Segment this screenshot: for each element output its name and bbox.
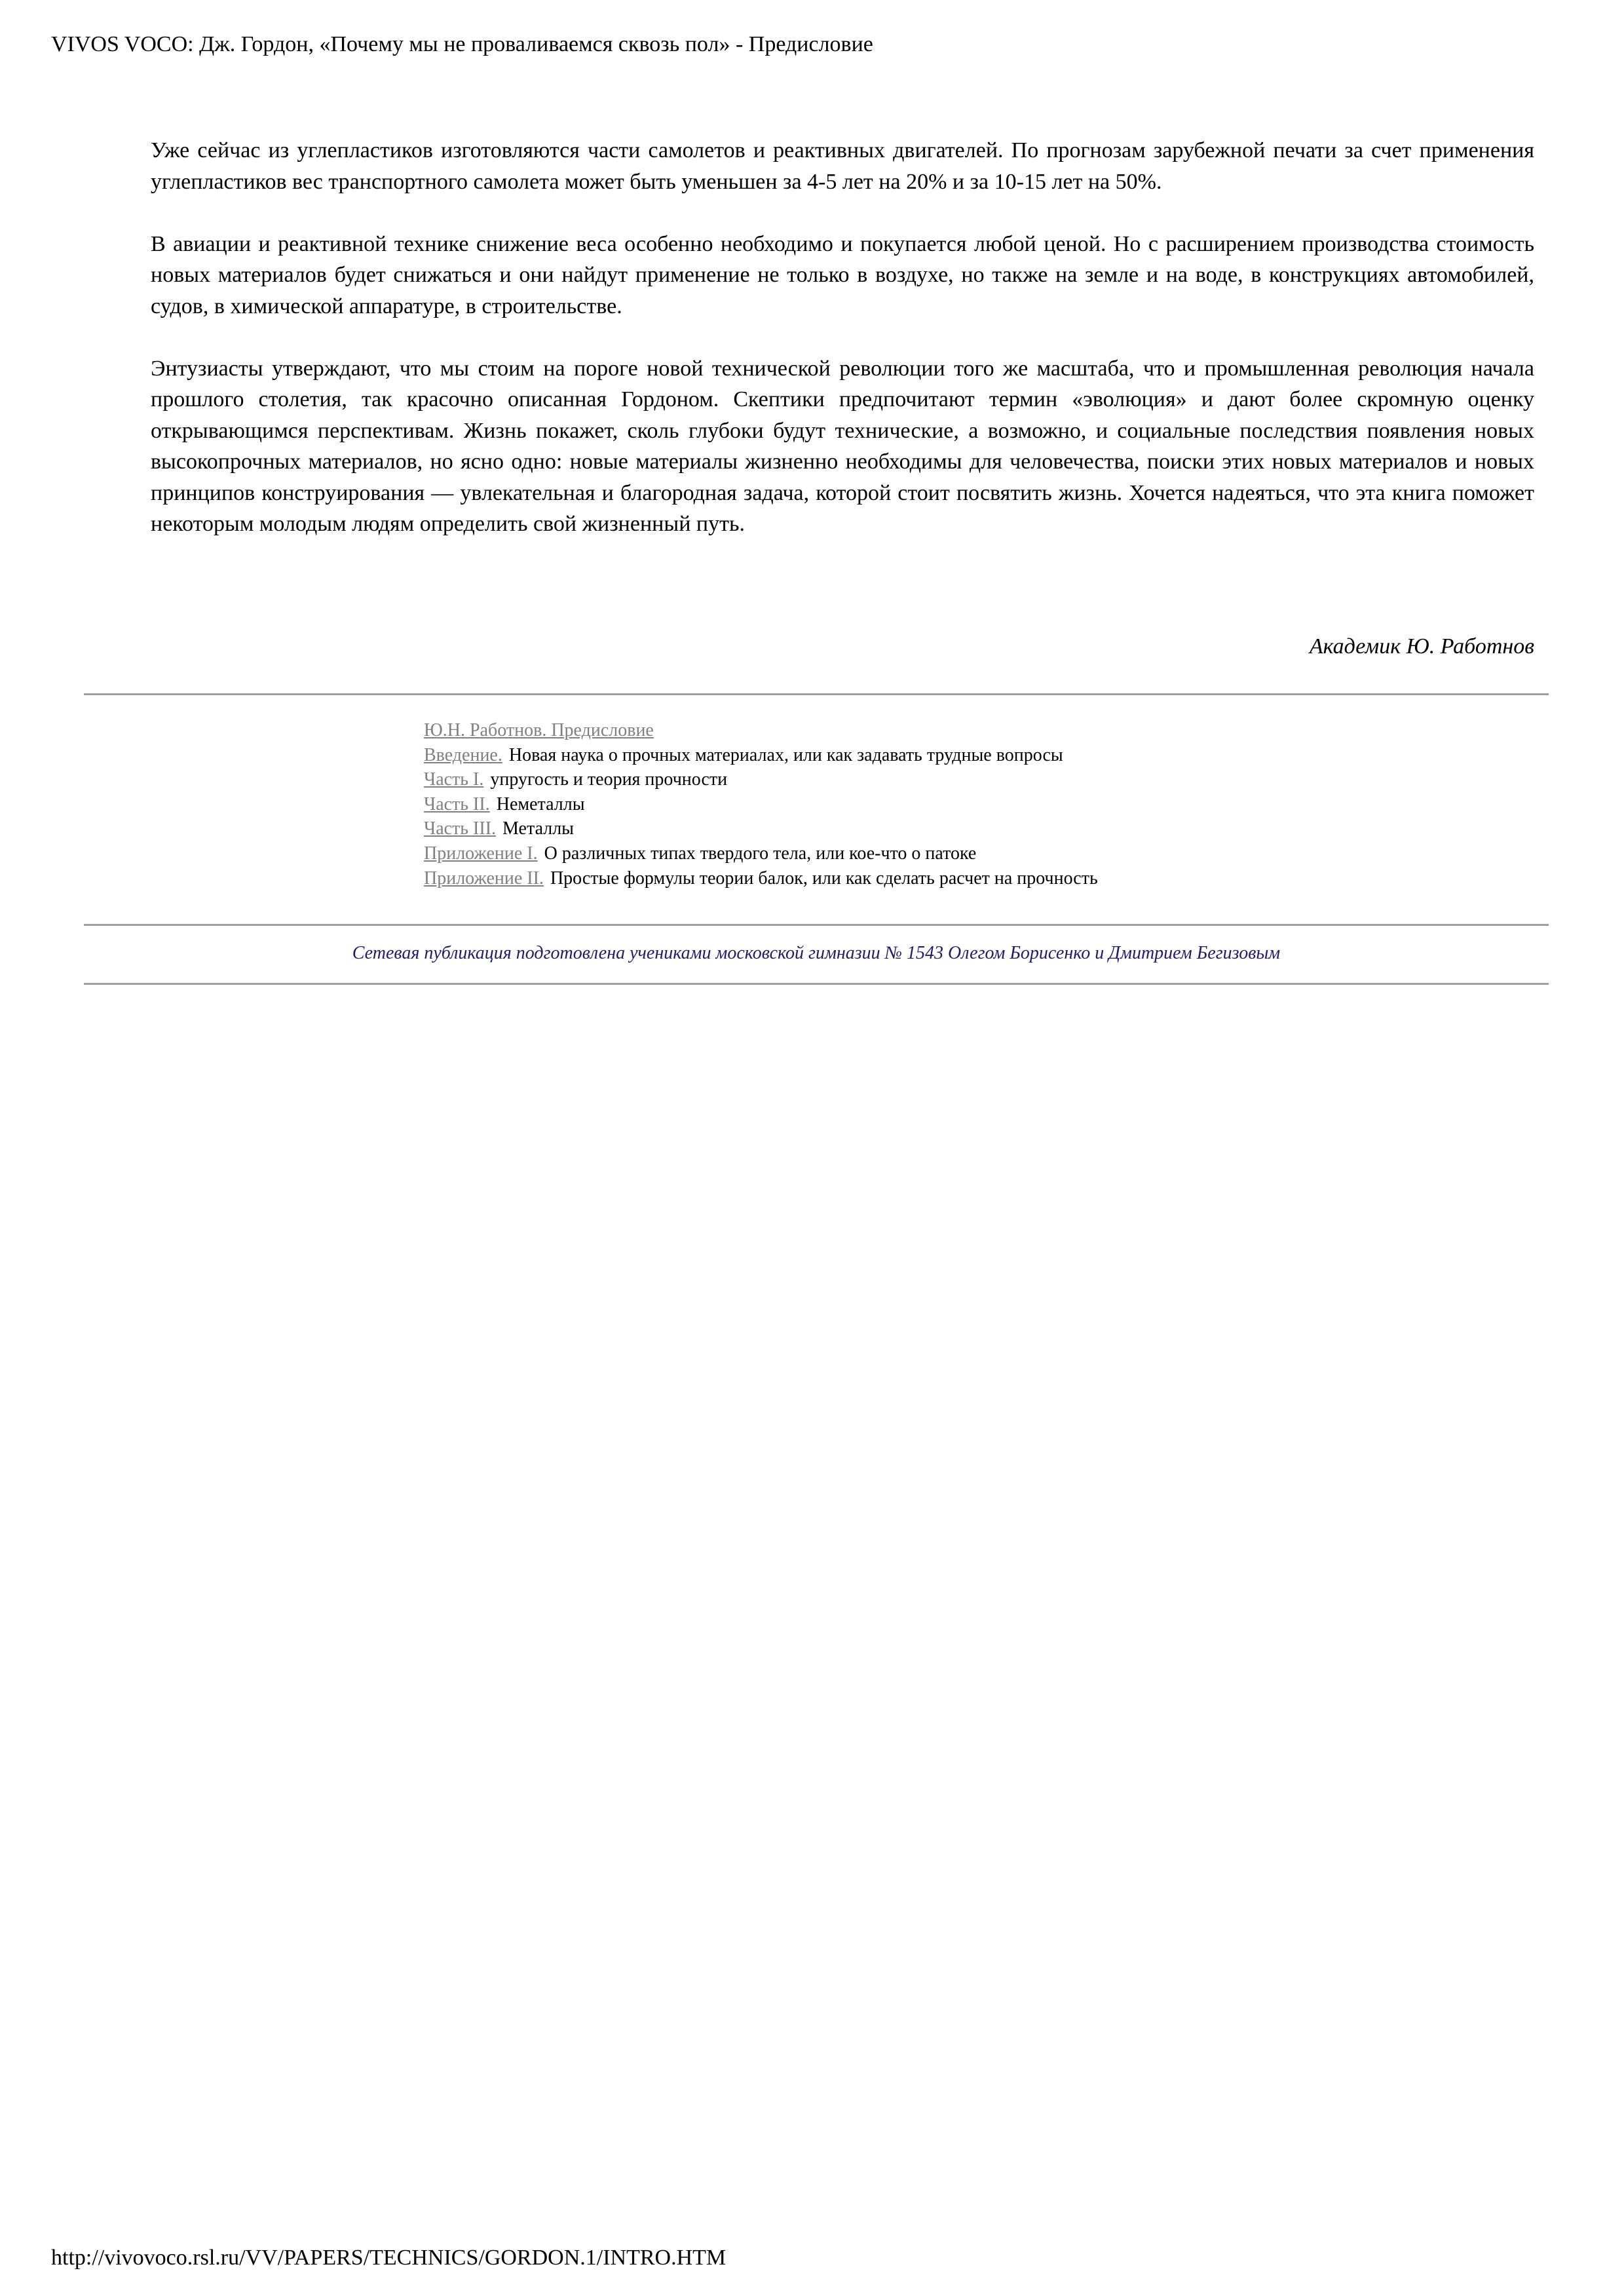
toc-item-foreword bbox=[424, 718, 1098, 743]
article-body bbox=[151, 135, 1534, 571]
toc-link-part-3[interactable]: Часть III. bbox=[424, 818, 497, 839]
publication-credits: Сетевая публикация подготовлена учениками московской гимназии № 1543 Олегом Борисенко и Дмитрием Бегизовым bbox=[352, 943, 1281, 963]
divider bbox=[84, 693, 1549, 695]
toc-item-appendix-2 bbox=[424, 866, 1098, 891]
toc-link-part-1[interactable]: Часть I. bbox=[424, 769, 484, 790]
article-paragraph: Энтузиасты утверждают, что мы стоим на пороге новой технической революции того же масштаба, что и промышленная революция начала прошлого столетия, так красочно описанная Гордоном. Скептики предпочитают термин «эволюция» и дают более скромную оценку открывающимся перспективам. Жизнь покажет, сколь глубоки будут технические, а возможно, и социальные последствия появления новых высокопрочных материалов, но ясно одно: новые материалы жизненно необходимы для человечества, поиски этих новых материалов и новых принципов конструирования — увлекательная и благородная задача, которой стоит посвятить жизнь. Хочется надеяться, что эта книга поможет некоторым молодым людям определить свой жизненный путь. bbox=[151, 356, 1534, 536]
toc-link-appendix-1[interactable]: Приложение I. bbox=[424, 843, 538, 864]
article-paragraph: В авиации и реактивной технике снижение веса особенно необходимо и покупается любой ценой. Но с расширением производства стоимость новых материалов будет снижаться и они найдут применение не только в воздухе, но также на земле и на воде, в конструкциях автомобилей, судов, в химической аппаратуре, в строительстве. bbox=[151, 231, 1534, 318]
toc-link-introduction[interactable]: Введение. bbox=[424, 744, 502, 765]
toc-link-foreword[interactable]: Ю.Н. Работнов. Предисловие bbox=[424, 720, 654, 740]
toc-description: О различных типах твердого тела, или кое-что о патоке bbox=[544, 843, 977, 864]
toc-description: упругость и теория прочности bbox=[490, 769, 728, 790]
page-header-title: VIVOS VOCO: Дж. Гордон, «Почему мы не проваливаемся сквозь пол» - Предисловие bbox=[51, 32, 873, 56]
divider bbox=[84, 924, 1549, 926]
divider bbox=[84, 983, 1549, 985]
author-signature: Академик Ю. Работнов bbox=[1309, 634, 1534, 659]
toc-description: Неметаллы bbox=[496, 794, 585, 814]
toc-description: Металлы bbox=[502, 818, 574, 839]
toc-description: Новая наука о прочных материалах, или как задавать трудные вопросы bbox=[508, 744, 1063, 765]
toc-item-part-3 bbox=[424, 816, 1098, 841]
article-paragraph: Уже сейчас из углепластиков изготовляются части самолетов и реактивных двигателей. По прогнозам зарубежной печати за счет применения углепластиков вес транспортного самолета может быть уменьшен за 4-5 лет на 20% и за 10-15 лет на 50%. bbox=[151, 138, 1534, 194]
toc-item-part-2 bbox=[424, 792, 1098, 817]
toc-item-part-1 bbox=[424, 767, 1098, 792]
toc-item-appendix-1 bbox=[424, 841, 1098, 866]
toc-description: Простые формулы теории балок, или как сделать расчет на прочность bbox=[550, 868, 1098, 889]
toc-link-part-2[interactable]: Часть II. bbox=[424, 794, 490, 814]
page-footer-url: http://vivovoco.rsl.ru/VV/PAPERS/TECHNICS/GORDON.1/INTRO.HTM bbox=[51, 2246, 727, 2270]
toc-item-introduction bbox=[424, 743, 1098, 768]
toc-link-appendix-2[interactable]: Приложение II. bbox=[424, 868, 544, 889]
table-of-contents bbox=[424, 718, 1098, 890]
